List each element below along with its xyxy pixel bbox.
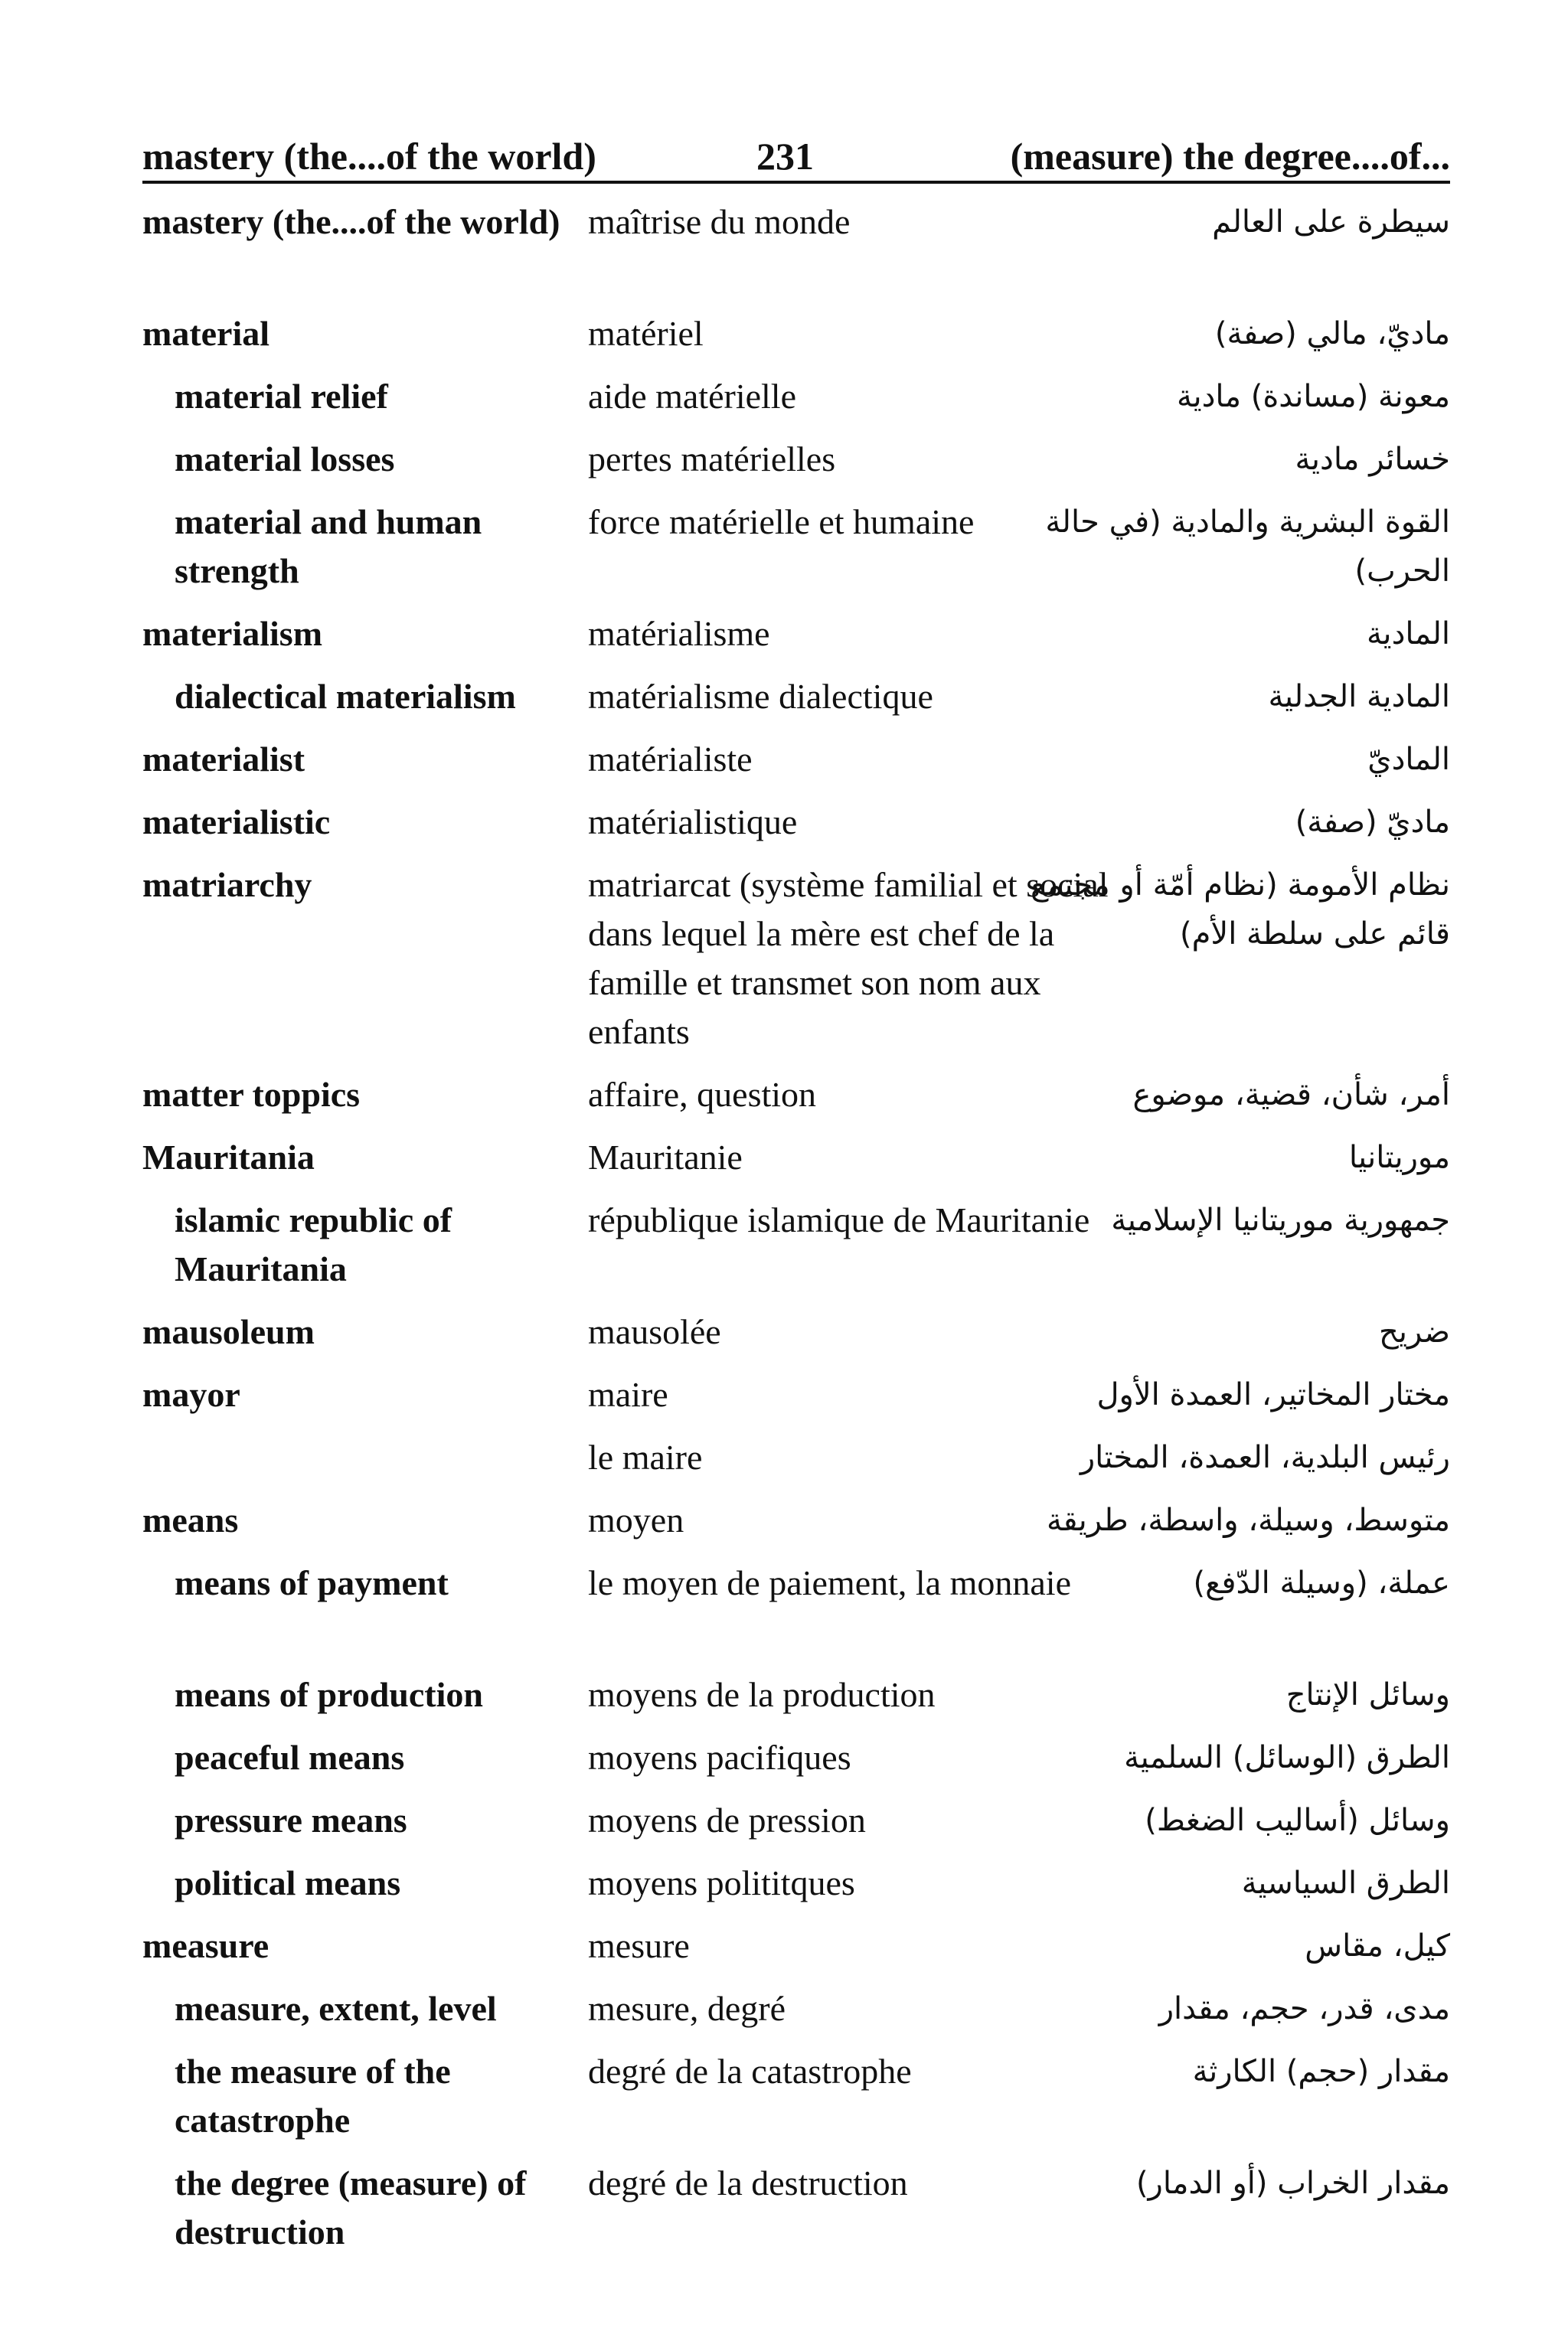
english-term: matriarchy [142,865,312,904]
arabic-term: ماديّ (صفة) [1295,805,1450,840]
glossary-entry [142,1796,1450,1859]
french-term: degré de la destruction [588,2163,908,2202]
english-term: islamic republic of Mauritania [175,1200,452,1288]
french-term: degré de la catastrophe [588,2052,912,2091]
glossary-entry [142,309,1450,372]
arabic-term: عملة، (وسيلة الدّفع) [1193,1566,1450,1601]
english-term: the degree (measure) of destruction [175,2163,527,2251]
french-term: matérialisme [588,614,770,653]
arabic-term: المادية [1366,616,1450,651]
glossary-entry [142,1433,1450,1496]
glossary-entry [142,198,1450,309]
glossary-entry [142,860,1450,1070]
page-number: 231 [756,135,814,178]
glossary-entry [142,735,1450,798]
english-term: mayor [142,1375,240,1414]
glossary-entry [142,372,1450,435]
english-term: measure, extent, level [175,1989,497,2028]
french-term: moyen [588,1500,684,1540]
french-term: moyens pacifiques [588,1738,851,1777]
french-term: matériel [588,314,704,353]
french-term: matérialiste [588,740,753,779]
glossary-entry [142,1859,1450,1922]
glossary-entry [142,1496,1450,1559]
arabic-term: موريتانيا [1348,1140,1450,1175]
arabic-term: ماديّ، مالي (صفة) [1214,316,1450,351]
glossary-entry [142,672,1450,735]
english-term: the measure of the catastrophe [175,2052,451,2140]
arabic-term: وسائل (أساليب الضغط) [1145,1803,1450,1838]
english-term: mausoleum [142,1312,315,1351]
arabic-term: رئيس البلدية، العمدة، المختار [1080,1440,1450,1475]
arabic-term: كيل، مقاس [1305,1928,1450,1964]
arabic-term: خسائر مادية [1295,442,1450,477]
running-header [142,132,1450,184]
glossary-entry [142,1070,1450,1133]
arabic-term: جمهورية موريتانيا الإسلامية [1111,1203,1450,1238]
arabic-term: نظام الأمومة (نظام أمّة أو مجتمع قائم على سلطة الأم) [1030,867,1450,952]
french-term: matérialistique [588,802,798,841]
glossary-entry [142,1733,1450,1796]
french-term: force matérielle et humaine [588,502,975,541]
french-term: mesure, degré [588,1989,786,2028]
french-term: le maire [588,1438,703,1477]
glossary-entry [142,1308,1450,1370]
english-term: material [142,314,270,353]
french-term: Mauritanie [588,1138,743,1177]
header-first-entry: mastery (the....of the world) [142,135,596,178]
english-term: mastery (the....of the world) [142,202,560,241]
english-term: matter toppics [142,1075,361,1114]
french-term: moyens de la production [588,1675,936,1714]
glossary-entry [142,798,1450,860]
glossary-entry [142,1133,1450,1196]
glossary-entry [142,1196,1450,1308]
french-term: république islamique de Mauritanie [588,1200,1090,1239]
arabic-term: الطرق السياسية [1241,1866,1450,1901]
english-term: means [142,1500,239,1540]
french-term: maire [588,1375,668,1414]
english-term: measure [142,1926,270,1965]
french-term: moyens de pression [588,1801,866,1840]
glossary-entry [142,1922,1450,1984]
french-term: pertes matérielles [588,439,836,478]
french-term: matérialisme dialectique [588,677,933,716]
glossary-entry [142,2159,1450,2271]
arabic-term: مقدار (حجم) الكارثة [1192,2054,1450,2089]
english-term: dialectical materialism [175,677,516,716]
french-term: moyens polititques [588,1863,855,1902]
arabic-term: أمر، شأن، قضية، موضوع [1132,1077,1450,1112]
french-term: aide matérielle [588,377,797,416]
french-term: maîtrise du monde [588,202,851,241]
arabic-term: مختار المخاتير، العمدة الأول [1096,1377,1450,1412]
english-term: Mauritania [142,1138,315,1177]
arabic-term: وسائل الإنتاج [1285,1677,1450,1713]
french-term: matriarcat (système familial et social dans lequel la mère est chef de la famille et transmet son nom aux enfants [588,865,1109,1051]
glossary-entry [142,2047,1450,2159]
glossary-entry [142,1559,1450,1670]
arabic-term: الماديّ [1367,742,1450,777]
english-term: material and human strength [175,502,482,590]
french-term: mesure [588,1926,690,1965]
arabic-term: ضريح [1379,1314,1450,1350]
arabic-term: معونة (مساندة) مادية [1177,379,1450,414]
english-term: peaceful means [175,1738,405,1777]
english-term: materialist [142,740,305,779]
glossary-entry [142,1370,1450,1433]
english-term: means of payment [175,1563,449,1602]
glossary-entry [142,609,1450,672]
arabic-term: الطرق (الوسائل) السلمية [1124,1740,1450,1775]
english-term: political means [175,1863,401,1902]
french-term: affaire, question [588,1075,817,1114]
arabic-term: مقدار الخراب (أو الدمار) [1135,2166,1450,2201]
english-term: material relief [175,377,388,416]
arabic-term: متوسط، وسيلة، واسطة، طريقة [1046,1503,1450,1538]
english-term: pressure means [175,1801,407,1840]
arabic-term: القوة البشرية والمادية (في حالة الحرب) [1045,504,1450,589]
glossary-entry [142,1984,1450,2047]
glossary-entry [142,498,1450,609]
arabic-term: مدى، قدر، حجم، مقدار [1158,1991,1450,2026]
english-term: means of production [175,1675,483,1714]
glossary-entry [142,1670,1450,1733]
arabic-term: المادية الجدلية [1268,679,1450,714]
glossary-entry [142,435,1450,498]
french-term: mausolée [588,1312,721,1351]
glossary-entries [142,198,1450,2271]
arabic-term: سيطرة على العالم [1212,204,1450,240]
english-term: material losses [175,439,395,478]
english-term: materialistic [142,802,331,841]
french-term: le moyen de paiement, la monnaie [588,1563,1071,1602]
english-term: materialism [142,614,323,653]
header-last-entry: (measure) the degree....of... [1010,135,1450,178]
